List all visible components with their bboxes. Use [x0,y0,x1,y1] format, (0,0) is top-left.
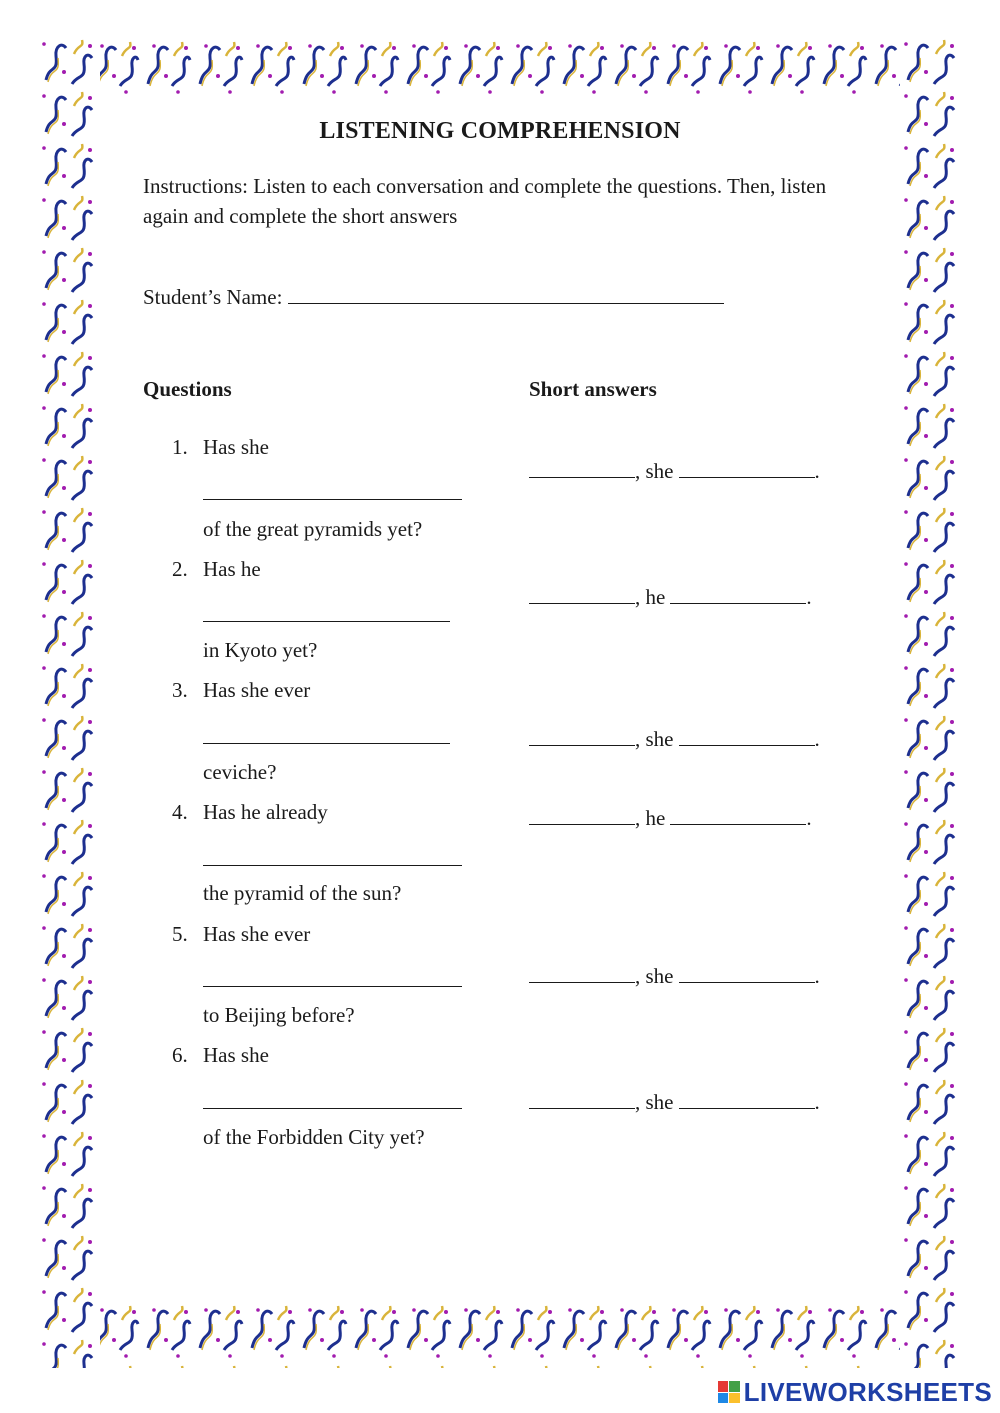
question-blank[interactable] [203,864,462,866]
question-tail: ceviche? [203,760,277,784]
short-answer-blank-yes-no[interactable] [529,583,635,604]
question-blank[interactable] [203,498,462,500]
page-title: LISTENING COMPREHENSION [319,118,681,144]
short-answer-pronoun: , she [635,459,674,483]
short-answer-pronoun: , he [635,585,666,609]
decorative-border-right [900,36,960,1368]
questions-column-header: Questions [143,377,232,401]
question-stem: Has he [203,557,261,581]
student-name-label: Student’s Name: [143,285,283,309]
short-answer-pronoun: , he [635,806,666,830]
question-number: 2. [172,557,188,581]
short-answer-row [529,804,812,831]
student-name-row [143,281,724,310]
question-tail: of the Forbidden City yet? [203,1125,425,1149]
question-blank[interactable] [203,620,450,622]
short-answer-blank-auxiliary[interactable] [670,804,806,825]
streamer-pattern-bottom [38,1300,960,1368]
short-answer-row [529,1088,820,1115]
question-number: 6. [172,1043,188,1067]
question-stem: Has she [203,1043,269,1067]
short-answer-row [529,725,820,752]
streamer-pattern-right [900,36,960,1368]
question-blank[interactable] [203,985,462,987]
decorative-border-left [38,36,100,1368]
decorative-border-top [38,36,960,96]
question-number: 4. [172,800,188,824]
short-answer-end: . [806,585,812,609]
short-answer-end: . [814,964,820,988]
short-answer-blank-yes-no[interactable] [529,804,635,825]
question-tail: to Beijing before? [203,1003,355,1027]
short-answer-blank-yes-no[interactable] [529,962,635,983]
question-stem: Has she ever [203,678,311,702]
short-answer-pronoun: , she [635,964,674,988]
question-tail: the pyramid of the sun? [203,881,402,905]
liveworksheets-wordmark: LIVEWORKSHEETS [743,1376,992,1407]
short-answer-blank-auxiliary[interactable] [679,962,815,983]
short-answer-blank-yes-no[interactable] [529,1088,635,1109]
question-tail: of the great pyramids yet? [203,517,423,541]
question-tail: in Kyoto yet? [203,638,318,662]
short-answer-pronoun: , she [635,727,674,751]
short-answer-end: . [814,459,820,483]
short-answer-blank-yes-no[interactable] [529,725,635,746]
short-answer-blank-auxiliary[interactable] [670,583,806,604]
short-answer-end: . [814,727,820,751]
short-answer-row [529,583,812,610]
short-answer-end: . [814,1090,820,1114]
question-blank[interactable] [203,742,450,744]
streamer-pattern-left [38,36,100,1368]
question-number: 3. [172,678,188,702]
short-answer-row [529,962,820,989]
student-name-blank[interactable] [288,281,724,304]
liveworksheets-logo-icon [718,1381,740,1403]
instructions-text: Instructions: Listen to each conversation and complete the questions. Then, listen again and complete the short answers [143,174,827,228]
short-answer-pronoun: , she [635,1090,674,1114]
question-stem: Has she ever [203,922,311,946]
streamer-pattern-top [38,36,960,96]
question-number: 5. [172,922,188,946]
liveworksheets-watermark [718,1377,992,1407]
decorative-border-bottom [38,1300,960,1368]
short-answer-blank-yes-no[interactable] [529,457,635,478]
question-stem: Has he already [203,800,328,824]
question-blank[interactable] [203,1107,462,1109]
short-answer-blank-auxiliary[interactable] [679,457,815,478]
question-stem: Has she [203,435,269,459]
short-answer-blank-auxiliary[interactable] [679,1088,815,1109]
short-answer-blank-auxiliary[interactable] [679,725,815,746]
short-answers-column-header: Short answers [529,377,657,401]
short-answer-row [529,457,820,484]
short-answer-end: . [806,806,812,830]
question-number: 1. [172,435,188,459]
